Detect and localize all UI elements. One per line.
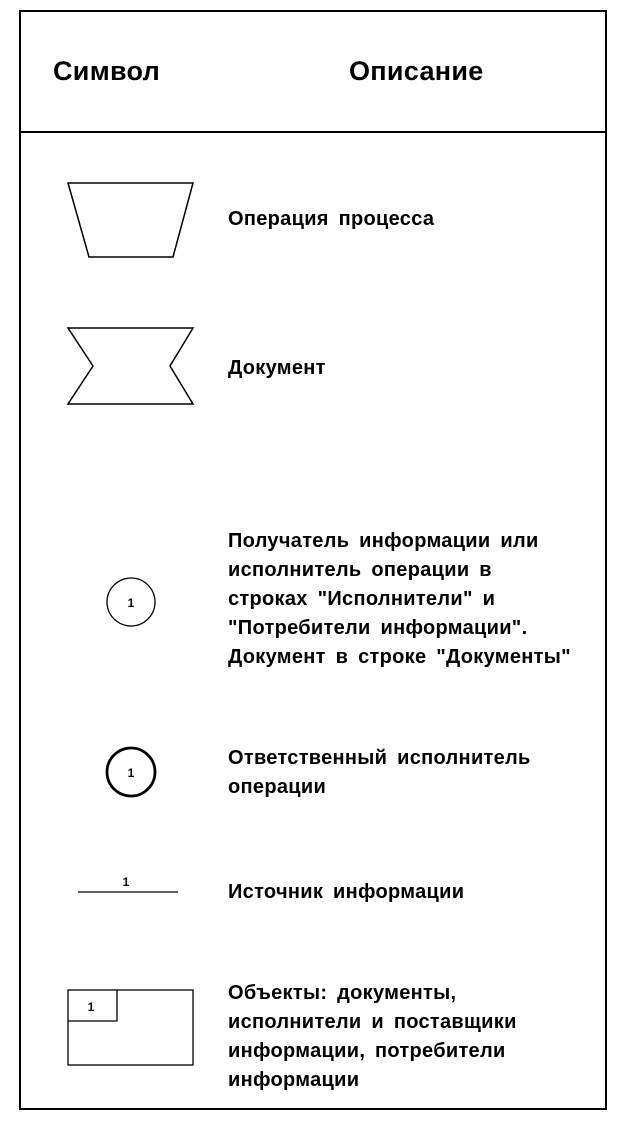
- column-header-description: Описание: [349, 56, 484, 86]
- table-header: [21, 12, 605, 133]
- symbol-number-label: 1: [127, 596, 135, 610]
- row-description: Ответственный исполнитель операции: [228, 747, 531, 798]
- symbol-number-label: 1: [127, 766, 135, 780]
- row-description: Документ: [228, 357, 326, 379]
- objects-symbol: [21, 977, 221, 1077]
- row-description: Источник информации: [228, 881, 465, 903]
- responsible-executor-symbol: [21, 742, 221, 812]
- table-row: [21, 742, 605, 812]
- row-description: Операция процесса: [228, 208, 435, 230]
- symbol-number-label: 1: [122, 875, 130, 889]
- table-row: [21, 872, 605, 912]
- information-recipient-symbol: [21, 527, 221, 677]
- column-header-symbol: Символ: [53, 56, 161, 86]
- table-row: [21, 977, 605, 1097]
- table-row: [21, 172, 605, 262]
- table-row: [21, 322, 605, 412]
- row-description: Получатель информации или исполнитель операции в строках "Исполнители" и "Потребители информации". Документ в строке "Документы": [228, 530, 571, 668]
- symbol-number-label: 1: [87, 1000, 95, 1014]
- row-description: Объекты: документы, исполнители и поставщики информации, потребители информации: [228, 982, 517, 1091]
- table-row: [21, 527, 605, 677]
- process-operation-symbol: [21, 172, 221, 262]
- document-symbol: [21, 322, 221, 412]
- legend-table: [19, 10, 607, 1110]
- information-source-symbol: [21, 872, 221, 912]
